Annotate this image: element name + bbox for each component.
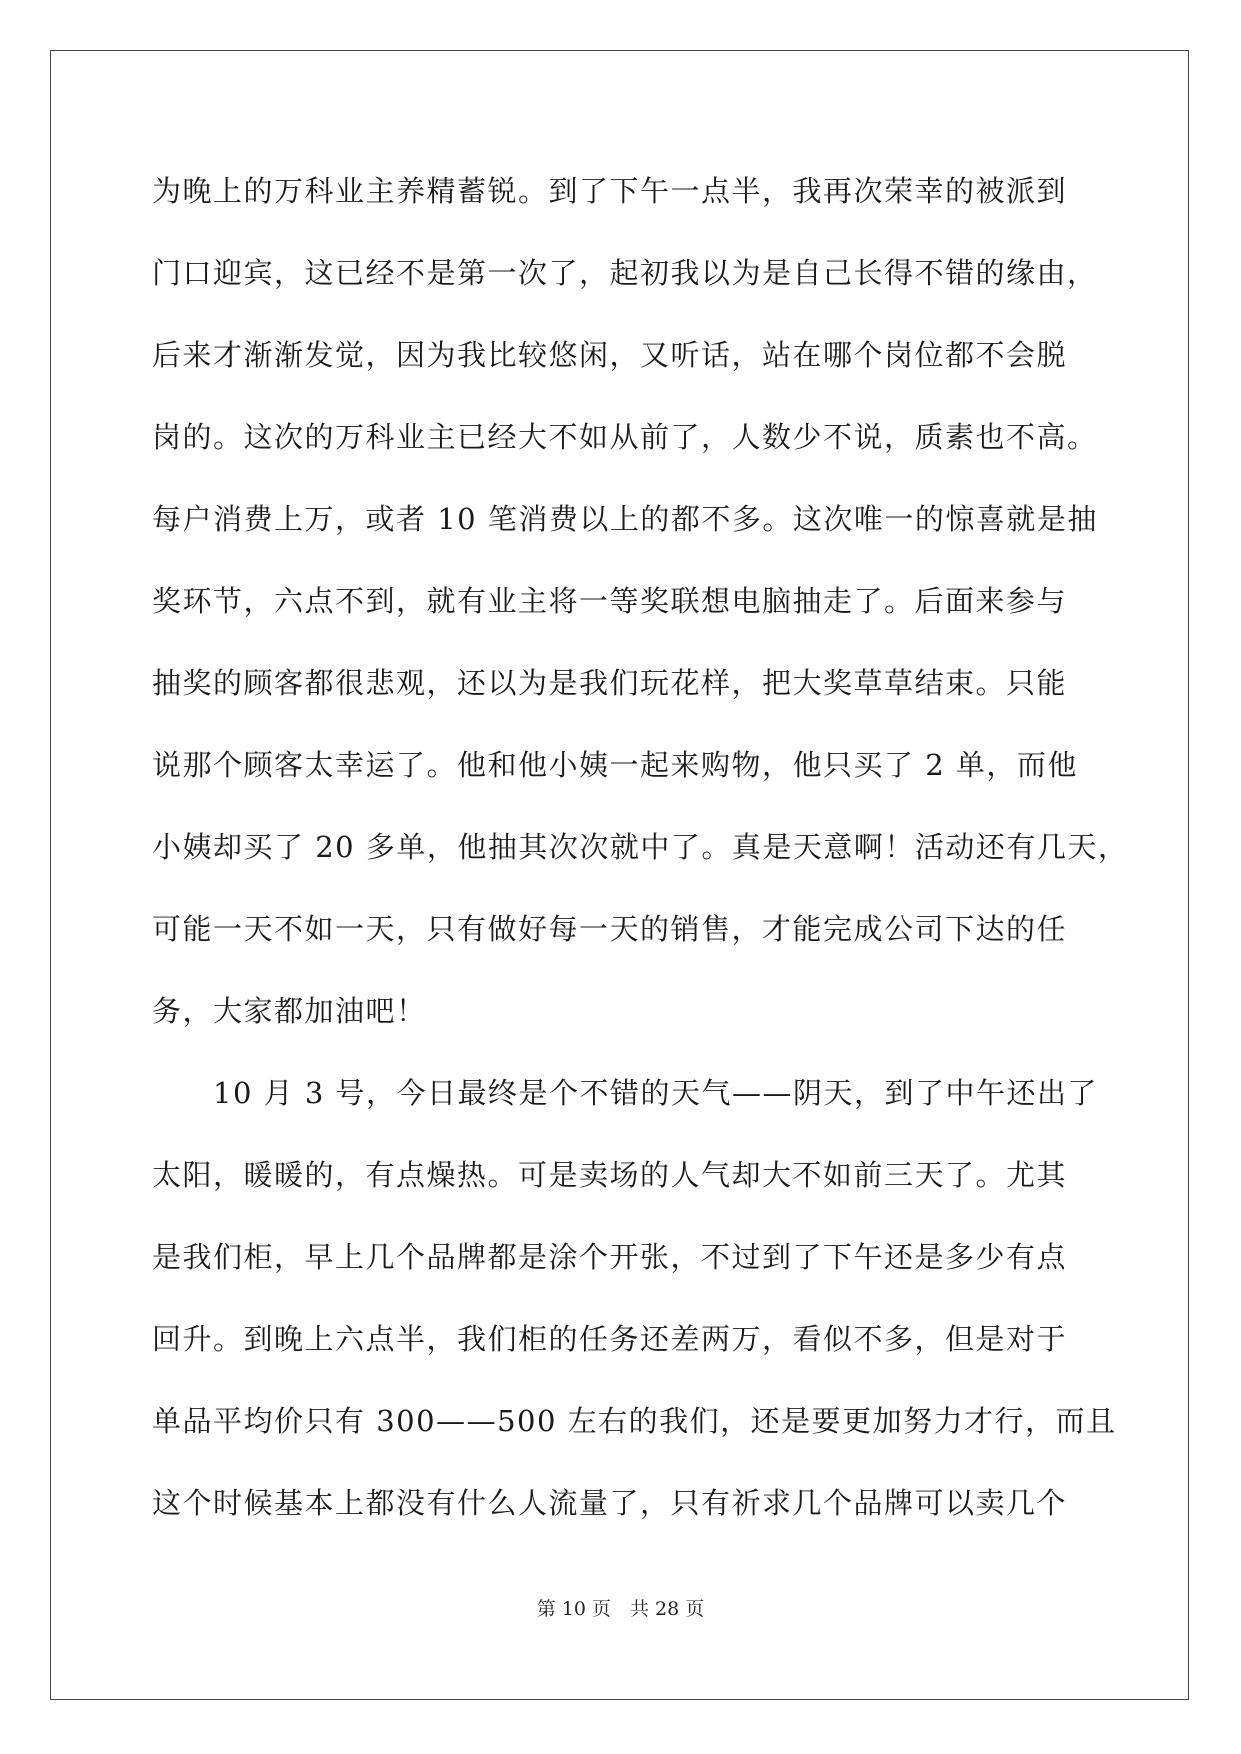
text-line: 为晚上的万科业主养精蓄锐。到了下午一点半，我再次荣幸的被派到 <box>152 174 1068 208</box>
document-body <box>152 163 1129 1557</box>
text-line: 这个时候基本上都没有什么人流量了，只有祈求几个品牌可以卖几个 <box>152 1486 1068 1520</box>
text-line: 奖环节，六点不到，就有业主将一等奖联想电脑抽走了。后面来参与 <box>152 584 1068 618</box>
text-line: 太阳，暖暖的，有点燥热。可是卖场的人气却大不如前三天了。尤其 <box>152 1158 1068 1192</box>
text-line: 可能一天不如一天，只有做好每一天的销售，才能完成公司下达的任 <box>152 912 1068 946</box>
text-line: 回升。到晚上六点半，我们柜的任务还差两万，看似不多，但是对于 <box>152 1322 1068 1356</box>
text-line: 抽奖的顾客都很悲观，还以为是我们玩花样，把大奖草草结束。只能 <box>152 666 1068 700</box>
page-number-footer: 第 10 页 共 28 页 <box>536 1598 705 1620</box>
text-line: 单品平均价只有 300——500 左右的我们，还是要更加努力才行，而且 <box>152 1404 1117 1438</box>
text-line: 说那个顾客太幸运了。他和他小姨一起来购物，他只买了 2 单，而他 <box>152 748 1078 782</box>
text-line: 每户消费上万，或者 10 笔消费以上的都不多。这次唯一的惊喜就是抽 <box>152 502 1098 536</box>
text-line: 是我们柜，早上几个品牌都是涂个开张，不过到了下午还是多少有点 <box>152 1240 1068 1274</box>
text-line: 10 月 3 号，今日最终是个不错的天气——阴天，到了中午还出了 <box>152 1076 1099 1110</box>
text-line: 岗的。这次的万科业主已经大不如从前了，人数少不说，质素也不高。 <box>152 420 1098 454</box>
text-line: 务，大家都加油吧！ <box>152 994 427 1028</box>
text-line: 后来才渐渐发觉，因为我比较悠闲，又听话，站在哪个岗位都不会脱 <box>152 338 1068 372</box>
text-line: 门口迎宾，这已经不是第一次了，起初我以为是自己长得不错的缘由， <box>152 256 1098 290</box>
text-line: 小姨却买了 20 多单，他抽其次次就中了。真是天意啊！活动还有几天， <box>152 830 1129 864</box>
